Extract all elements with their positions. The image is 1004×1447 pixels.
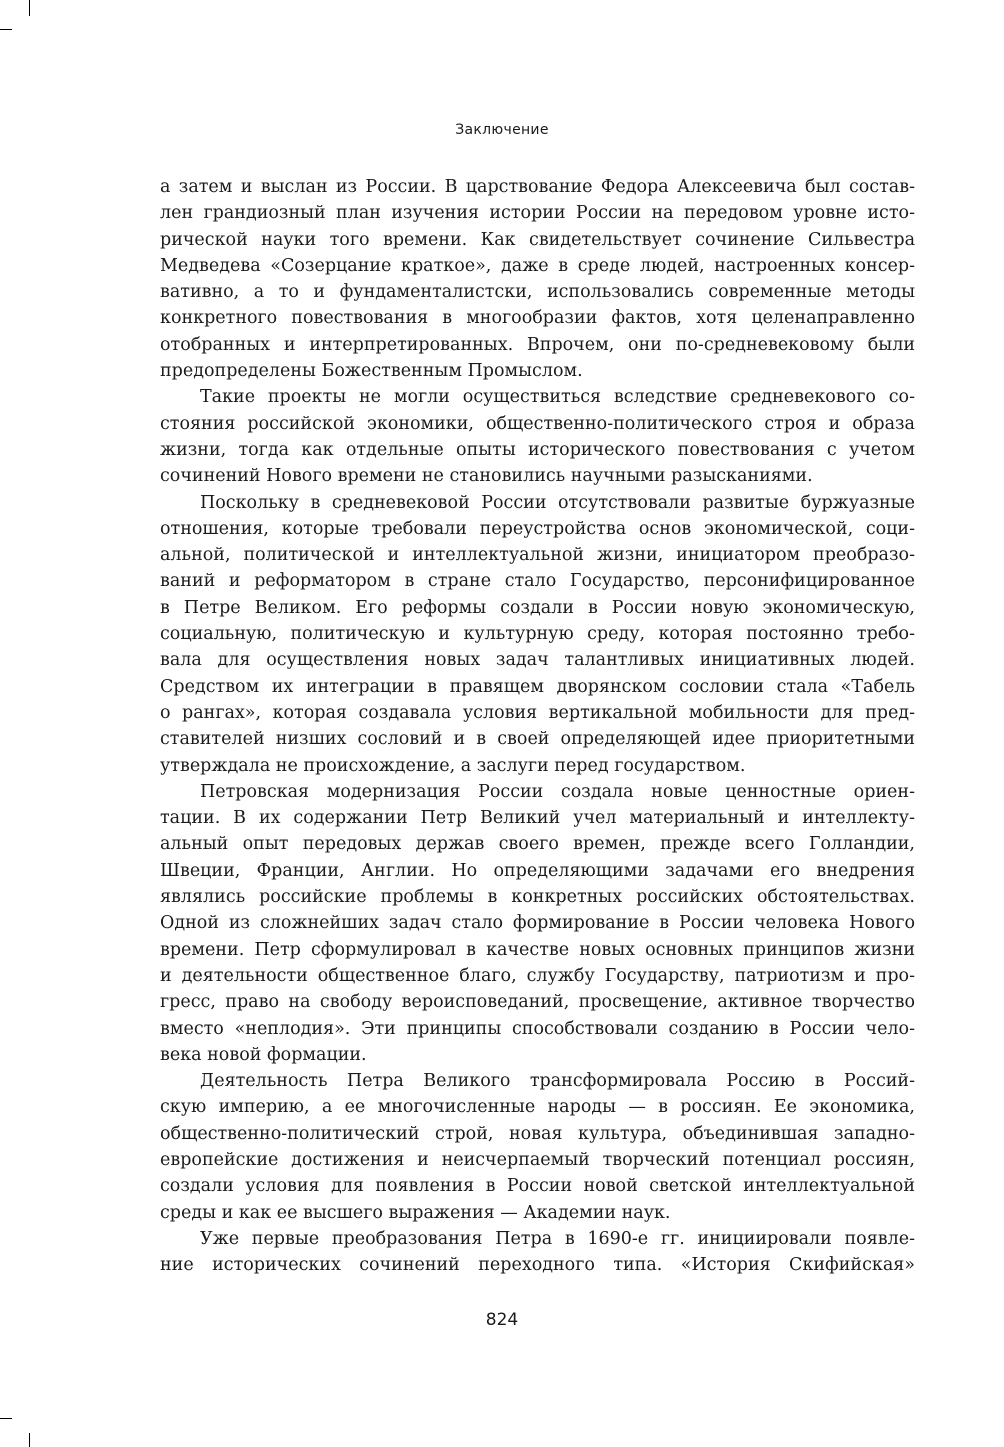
text-line: времени. Петр сформулировал в качестве новых основных принципов жизни [160, 939, 915, 960]
text-line: европейские достижения и неисчерпаемый творческий потенциал россиян, [160, 1149, 915, 1170]
text-line: о рангах», которая создавала условия вертикальной мобильности для пред- [160, 702, 915, 723]
text-line: социальную, политическую и культурную среду, которая постоянно требо- [160, 624, 915, 645]
text-line: отношения, которые требовали переустройства основ экономической, соци- [160, 518, 915, 539]
page-number: 824 [485, 1310, 519, 1330]
text-line: утверждала не происхождение, а заслуги перед государством. [160, 755, 746, 776]
text-line: конкретного повествования в многообразии фактов, хотя целенаправленно [160, 308, 915, 329]
text-line: в Петре Великом. Его реформы создали в России новую экономическую, [160, 597, 915, 618]
running-header: Заключение [455, 122, 549, 138]
text-line: отобранных и интерпретированных. Впрочем, они по-средневековому были [160, 334, 915, 355]
text-line: стояния российской экономики, общественно-политического строя и образа [160, 413, 915, 434]
text-line: жизни, тогда как отдельные опыты исторического повествования с учетом [160, 439, 915, 460]
crop-mark-bottom-left-vertical [29, 1433, 30, 1447]
text-line: ваний и реформатором в стране стало Государство, персонифицированное [160, 571, 915, 592]
text-line: Швеции, Франции, Англии. Но определяющими задачами его внедрения [160, 860, 915, 881]
text-line: скую империю, а ее многочисленные народы — в россиян. Ее экономика, [160, 1097, 915, 1118]
text-line: Петровская модернизация России создала новые ценностные ориен- [200, 781, 915, 802]
text-line: среды и как ее высшего выражения — Академии наук. [160, 1202, 671, 1223]
crop-mark-top-left-vertical [29, 0, 30, 16]
text-line: альный опыт передовых держав своего времен, прежде всего Голландии, [160, 834, 915, 855]
text-line: Уже первые преобразования Петра в 1690-е гг. инициировали появле- [200, 1228, 915, 1249]
text-line: Медведева «Созерцание краткое», даже в среде людей, настроенных консер- [160, 255, 915, 276]
text-line: вативно, а то и фундаменталистски, использовались современные методы [160, 282, 915, 303]
text-line: ставителей низших сословий и в своей определяющей идее приоритетными [160, 729, 915, 750]
text-line: Одной из сложнейших задач стало формирование в России человека Нового [160, 913, 915, 934]
text-line: века новой формации. [160, 1044, 367, 1065]
crop-mark-top-left-horizontal [0, 29, 12, 30]
text-line: общественно-политический строй, новая культура, объединившая западно- [160, 1123, 915, 1144]
text-line: предопределены Божественным Промыслом. [160, 361, 583, 382]
text-line: сочинений Нового времени не становились научными разысканиями. [160, 466, 813, 487]
text-line: альной, политической и интеллектуальной жизни, инициатором преобразо- [160, 545, 915, 566]
text-line: Средством их интеграции в правящем дворянском сословии стала «Табель [160, 676, 915, 697]
text-line: Такие проекты не могли осуществиться вследствие средневекового со- [200, 387, 915, 408]
body-text [160, 174, 915, 1278]
text-line: Деятельность Петра Великого трансформировала Россию в Россий- [200, 1071, 915, 1092]
text-line: вала для осуществления новых задач талантливых инициативных людей. [160, 650, 915, 671]
text-line: лен грандиозный план изучения истории России на передовом уровне исто- [160, 203, 915, 224]
text-line: вместо «неплодия». Эти принципы способствовали созданию в России чело- [160, 1018, 915, 1039]
text-line: ние исторических сочинений переходного типа. «История Скифийская» [160, 1255, 915, 1276]
text-line: тации. В их содержании Петр Великий учел материальный и интеллекту- [160, 808, 915, 829]
text-line: являлись российские проблемы в конкретных российских обстоятельствах. [160, 887, 915, 908]
text-line: рической науки того времени. Как свидетельствует сочинение Сильвестра [160, 229, 915, 250]
text-line: создали условия для появления в России новой светской интеллектуальной [160, 1176, 915, 1197]
crop-mark-bottom-left-horizontal [0, 1418, 12, 1419]
text-line: гресс, право на свободу вероисповеданий, просвещение, активное творчество [160, 992, 915, 1013]
text-line: а затем и выслан из России. В царствование Федора Алексеевича был состав- [160, 177, 915, 197]
text-line: и деятельности общественное благо, службу Государству, патриотизм и про- [160, 965, 915, 986]
text-line: Поскольку в средневековой России отсутствовали развитые буржуазные [200, 492, 915, 513]
